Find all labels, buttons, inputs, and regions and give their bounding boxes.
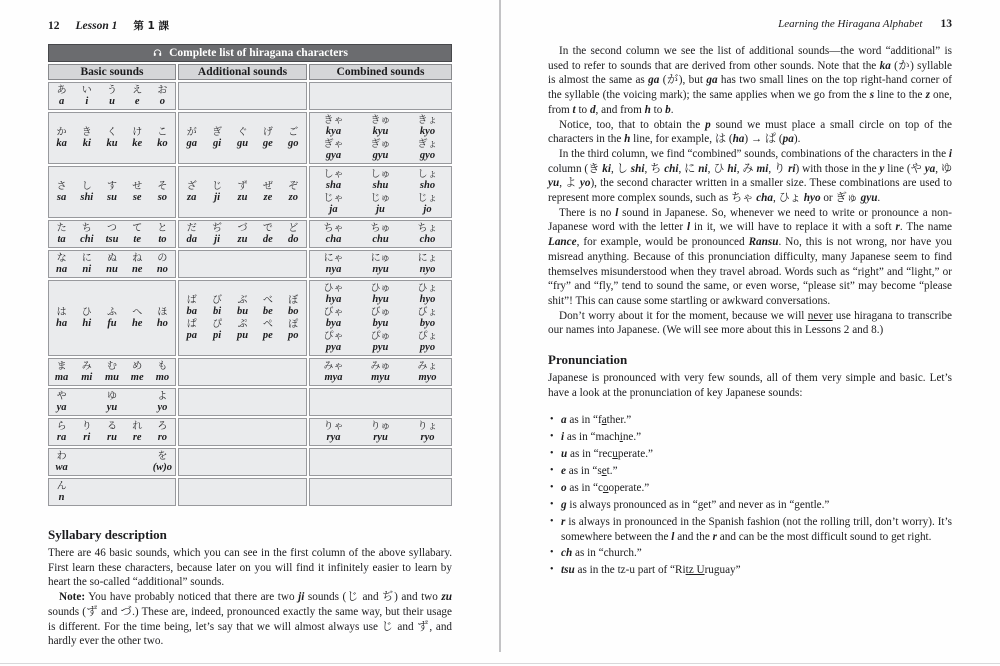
kana-unit: ゆ yu	[106, 391, 118, 413]
kana-unit: む mu	[104, 361, 119, 383]
kana-unit: こ ko	[157, 127, 168, 149]
kana-unit: め me	[130, 361, 144, 383]
combined-sounds-cell	[309, 388, 452, 416]
kana-unit: つ tsu	[105, 223, 119, 245]
additional-sounds-cell	[178, 82, 307, 110]
kana-unit: ちゅ chu	[370, 223, 391, 245]
kana-unit: みょ myo	[417, 361, 438, 383]
kana-unit: さ sa	[56, 181, 67, 203]
combined-sounds-cell	[309, 448, 452, 476]
kana-unit: き ki	[81, 127, 92, 149]
kana-unit: づ zu	[237, 223, 248, 245]
additional-sounds-cell	[178, 166, 307, 218]
table-title: Complete list of hiragana characters	[169, 47, 348, 59]
hiragana-table-body	[48, 82, 452, 506]
additional-sounds-cell	[178, 358, 307, 386]
pronunciation-bullet: • r is always in pronounced in the Spanish fashion (not the rolling trill, don’t worry). It’s somewhere between the l and the r and can be the most difficult sound to get right.	[548, 515, 952, 544]
kana-unit	[125, 391, 150, 413]
right-page	[548, 18, 952, 580]
combined-sounds-cell	[309, 220, 452, 248]
additional-sounds-cell	[178, 280, 307, 356]
table-row	[48, 418, 452, 446]
kana-unit: にゅ nyu	[370, 253, 391, 275]
kana-unit: け ke	[132, 127, 143, 149]
additional-sounds-cell	[178, 448, 307, 476]
kana-unit: み mi	[81, 361, 93, 383]
syllabary-heading: Syllabary description	[48, 527, 167, 542]
pronunciation-heading: Pronunciation	[548, 352, 628, 368]
kana-unit: へ he	[131, 307, 143, 329]
kana-unit: ぐ gu	[236, 127, 249, 149]
chapter-title: Learning the Hiragana Alphabet	[778, 18, 923, 30]
right-page-paragraphs	[548, 44, 952, 338]
kana-unit: べ be	[262, 295, 273, 317]
hiragana-table	[48, 44, 452, 506]
kana-unit: にゃ nya	[323, 253, 344, 275]
kana-unit: ぴょ pyo	[417, 331, 438, 353]
left-page	[48, 18, 452, 649]
page-bottom-edge	[0, 663, 1000, 664]
kana-unit	[150, 481, 175, 503]
table-row	[48, 358, 452, 386]
kana-unit: ら ra	[56, 421, 67, 443]
kana-unit: る ru	[106, 421, 117, 443]
kana-unit: び bi	[212, 295, 223, 317]
table-row	[48, 280, 452, 356]
paragraph: There are 46 basic sounds, which you can see in the first column of the above syllabary. First learn these characters, because later on you will find it infinitely easier to learn by heart the so-called “additional” sounds.	[48, 547, 452, 589]
syllabary-paragraphs	[48, 546, 452, 649]
kana-unit	[125, 481, 150, 503]
kana-unit: ひゅ hyu	[370, 283, 391, 305]
kana-unit: ご go	[288, 127, 299, 149]
paragraph: In the second column we see the list of additional sounds—the word “additional” is used to refer to sounds that are derived from other sounds. Note that the ka (か) syllable is almost the same as ga (が), but ga has two small lines on the top right-hand corner of the syllable (the voicing mark); the same applies when we go from the s line to the z one, from t to d, and from h to b.	[548, 45, 952, 116]
kana-unit	[74, 391, 99, 413]
left-page-number: 12	[48, 20, 60, 32]
kana-unit: て te	[132, 223, 143, 245]
paragraph: There is no l sound in Japanese. So, whenever we need to write or pronounce a non-Japanese word with the letter l in it, we will have to replace it with a soft r. The name Lance, for example, would be pronounced Ransu. No, this is not wrong, nor have you misread anything. Because of this pronunciation difficulty, many Japanese seem to find themselves misunderstood when they travel abroad. Words such as “right” and “light,” or “fry” and “fly,” tend to sound the same, or even worse, “please sit” may become “please shit”! This can cause some startling or awkward conversations.	[548, 206, 952, 307]
basic-sounds-cell	[48, 418, 176, 446]
kana-unit: しゅ shu	[370, 169, 391, 191]
paragraph: Note: You have probably noticed that there are two ji sounds (じ and ぢ) and two zu sounds (ず and づ.) These are, indeed, pronounced exactly the same way, but their usage is different. For the time being, let’s say that we will almost always use じ and ず, and hardly ever the other two.	[48, 590, 453, 648]
kana-unit: きゅ kyu	[370, 115, 391, 137]
kana-unit: し shi	[80, 181, 94, 203]
table-row	[48, 388, 452, 416]
kana-unit: びょ byo	[417, 307, 438, 329]
combined-sounds-cell	[309, 166, 452, 218]
basic-sounds-cell	[48, 280, 176, 356]
kana-unit: ひ hi	[81, 307, 92, 329]
pronunciation-bullet: • ch as in “church.”	[548, 546, 952, 561]
kana-unit: ぴ pi	[212, 319, 223, 341]
right-running-header	[548, 18, 952, 30]
kana-unit: じょ jo	[417, 193, 438, 215]
pronunciation-bullet: • a as in “father.”	[548, 413, 952, 428]
kana-unit: りゃ rya	[323, 421, 344, 443]
column-header-combined: Combined sounds	[309, 64, 452, 80]
pronunciation-bullet-list	[548, 413, 952, 578]
lesson-kanji: 第 1 課	[133, 20, 169, 32]
kana-unit: い i	[81, 85, 92, 107]
kana-unit: ぴゃ pya	[323, 331, 344, 353]
kana-unit: しょ sho	[417, 169, 438, 191]
column-header-additional: Additional sounds	[178, 64, 307, 80]
kana-unit: あ a	[56, 85, 67, 107]
basic-sounds-cell	[48, 220, 176, 248]
kana-unit: ふ fu	[106, 307, 117, 329]
kana-unit: ぶ bu	[236, 295, 249, 317]
table-row	[48, 448, 452, 476]
pronunciation-bullet: • g is always pronounced as in “get” and never as in “gentle.”	[548, 498, 952, 513]
basic-sounds-cell	[48, 166, 176, 218]
combined-sounds-cell	[309, 358, 452, 386]
table-row	[48, 166, 452, 218]
kana-unit: にょ nyo	[417, 253, 438, 275]
left-running-header	[48, 18, 452, 33]
kana-unit: ち chi	[80, 223, 94, 245]
pronunciation-bullet: • o as in “cooperate.”	[548, 481, 952, 496]
combined-sounds-cell	[309, 478, 452, 506]
kana-unit: も mo	[155, 361, 170, 383]
kana-unit: う u	[106, 85, 117, 107]
kana-unit: や ya	[56, 391, 67, 413]
combined-sounds-cell	[309, 418, 452, 446]
kana-unit: しゃ sha	[323, 169, 344, 191]
additional-sounds-cell	[178, 250, 307, 278]
kana-unit: ど do	[288, 223, 299, 245]
kana-unit: そ so	[157, 181, 168, 203]
kana-unit	[74, 451, 99, 473]
page-gutter-divider	[499, 0, 501, 652]
table-title-bar	[48, 44, 452, 62]
basic-sounds-cell	[48, 388, 176, 416]
kana-unit: ちゃ cha	[323, 223, 344, 245]
kana-unit: に ni	[81, 253, 92, 275]
kana-unit: ま ma	[54, 361, 69, 383]
paragraph: Notice, too, that to obtain the p sound we must place a small circle on top of the characters in the h line, for example, は (ha) → ぱ (pa).	[548, 118, 952, 146]
kana-unit: り ri	[81, 421, 92, 443]
kana-unit: ぎゃ gya	[323, 139, 344, 161]
kana-unit: ぢ ji	[212, 223, 223, 245]
kana-unit: な na	[56, 253, 68, 275]
kana-unit: ぴゅ pyu	[370, 331, 391, 353]
table-row	[48, 478, 452, 506]
kana-unit: と to	[157, 223, 168, 245]
kana-unit: せ se	[132, 181, 143, 203]
additional-sounds-cell	[178, 388, 307, 416]
kana-unit	[99, 481, 124, 503]
table-column-headers	[48, 64, 452, 80]
pronunciation-bullet: • tsu as in the tz-u part of “Ritz Uruguay”	[548, 563, 952, 578]
kana-unit: す su	[106, 181, 117, 203]
kana-unit: びゅ byu	[370, 307, 391, 329]
pronunciation-section	[548, 352, 952, 578]
kana-unit: じ ji	[212, 181, 223, 203]
kana-unit: ろ ro	[157, 421, 168, 443]
kana-unit: ちょ cho	[417, 223, 438, 245]
basic-sounds-cell	[48, 358, 176, 386]
pronunciation-intro: Japanese is pronounced with very few sounds, all of them very simple and basic. Let’s have a look at the pronunciation of key Japanese sounds:	[548, 372, 952, 399]
kana-unit: みゃ mya	[323, 361, 344, 383]
kana-unit: で de	[262, 223, 273, 245]
combined-sounds-cell	[309, 280, 452, 356]
kana-unit: ほ ho	[156, 307, 168, 329]
kana-unit: じゃ ja	[323, 193, 344, 215]
kana-unit: ぜ ze	[262, 181, 273, 203]
kana-unit: ひょ hyo	[417, 283, 438, 305]
kana-unit: ぺ pe	[262, 319, 273, 341]
kana-unit: ば ba	[186, 295, 197, 317]
kana-unit: よ yo	[157, 391, 168, 413]
table-row	[48, 82, 452, 110]
pronunciation-bullet: • i as in “machine.”	[548, 430, 952, 445]
kana-unit: お o	[157, 85, 168, 107]
kana-unit: れ re	[132, 421, 143, 443]
basic-sounds-cell	[48, 82, 176, 110]
kana-unit: ぎょ gyo	[417, 139, 438, 161]
kana-unit: は ha	[56, 307, 68, 329]
kana-unit: きゃ kya	[323, 115, 344, 137]
kana-unit: か ka	[56, 127, 67, 149]
kana-unit: きょ kyo	[417, 115, 438, 137]
basic-sounds-cell	[48, 478, 176, 506]
kana-unit: ず zu	[237, 181, 248, 203]
lesson-label: Lesson 1	[75, 20, 118, 32]
kana-unit: ひゃ hya	[323, 283, 344, 305]
kana-unit: びゃ bya	[323, 307, 344, 329]
column-header-basic: Basic sounds	[48, 64, 176, 80]
table-row	[48, 112, 452, 164]
kana-unit: わ wa	[55, 451, 68, 473]
kana-unit: ぽ po	[288, 319, 299, 341]
kana-unit: げ ge	[262, 127, 273, 149]
table-row	[48, 250, 452, 278]
headphones-icon	[152, 48, 163, 59]
kana-unit	[99, 451, 124, 473]
kana-unit: ぷ pu	[236, 319, 249, 341]
kana-unit: が ga	[186, 127, 197, 149]
kana-unit: く ku	[106, 127, 118, 149]
table-row	[48, 220, 452, 248]
kana-unit: の no	[156, 253, 168, 275]
kana-unit: ぱ pa	[186, 319, 197, 341]
kana-unit: だ da	[186, 223, 197, 245]
kana-unit: え e	[132, 85, 143, 107]
kana-unit	[74, 481, 99, 503]
basic-sounds-cell	[48, 448, 176, 476]
paragraph: Don’t worry about it for the moment, because we will never use hiragana to transcribe our names into Japanese. (We will see more about this in Lessons 2 and 8.)	[548, 309, 953, 337]
combined-sounds-cell	[309, 250, 452, 278]
kana-unit: ぼ bo	[288, 295, 299, 317]
kana-unit: ね ne	[131, 253, 143, 275]
kana-unit: じゅ ju	[370, 193, 391, 215]
kana-unit: ん n	[56, 481, 67, 503]
combined-sounds-cell	[309, 112, 452, 164]
kana-unit: ぞ zo	[288, 181, 299, 203]
kana-unit: ぎ gi	[212, 127, 223, 149]
kana-unit: を (w)o	[152, 451, 173, 473]
additional-sounds-cell	[178, 112, 307, 164]
kana-unit	[125, 451, 150, 473]
paragraph: In the third column, we find “combined” sounds, combinations of the characters in the i column (き ki, し shi, ち chi, に ni, ひ hi, み mi, り ri) with those in the y line (や ya, ゆ yu, よ yo), the second character written in a smaller size. These combinations are used to represent more complex sounds, such as ちゃ cha, ひょ hyo or ぎゅ gyu.	[548, 147, 953, 205]
right-page-number: 13	[940, 18, 952, 30]
basic-sounds-cell	[48, 112, 176, 164]
additional-sounds-cell	[178, 418, 307, 446]
pronunciation-bullet: • u as in “recuperate.”	[548, 447, 952, 462]
additional-sounds-cell	[178, 478, 307, 506]
syllabary-section	[48, 527, 452, 649]
additional-sounds-cell	[178, 220, 307, 248]
kana-unit: た ta	[56, 223, 67, 245]
kana-unit: りょ ryo	[417, 421, 438, 443]
kana-unit: ざ za	[186, 181, 197, 203]
combined-sounds-cell	[309, 82, 452, 110]
kana-unit: ぎゅ gyu	[370, 139, 391, 161]
kana-unit: みゅ myu	[370, 361, 391, 383]
kana-unit: りゅ ryu	[370, 421, 391, 443]
basic-sounds-cell	[48, 250, 176, 278]
pronunciation-bullet: • e as in “set.”	[548, 464, 952, 479]
kana-unit: ぬ nu	[106, 253, 118, 275]
